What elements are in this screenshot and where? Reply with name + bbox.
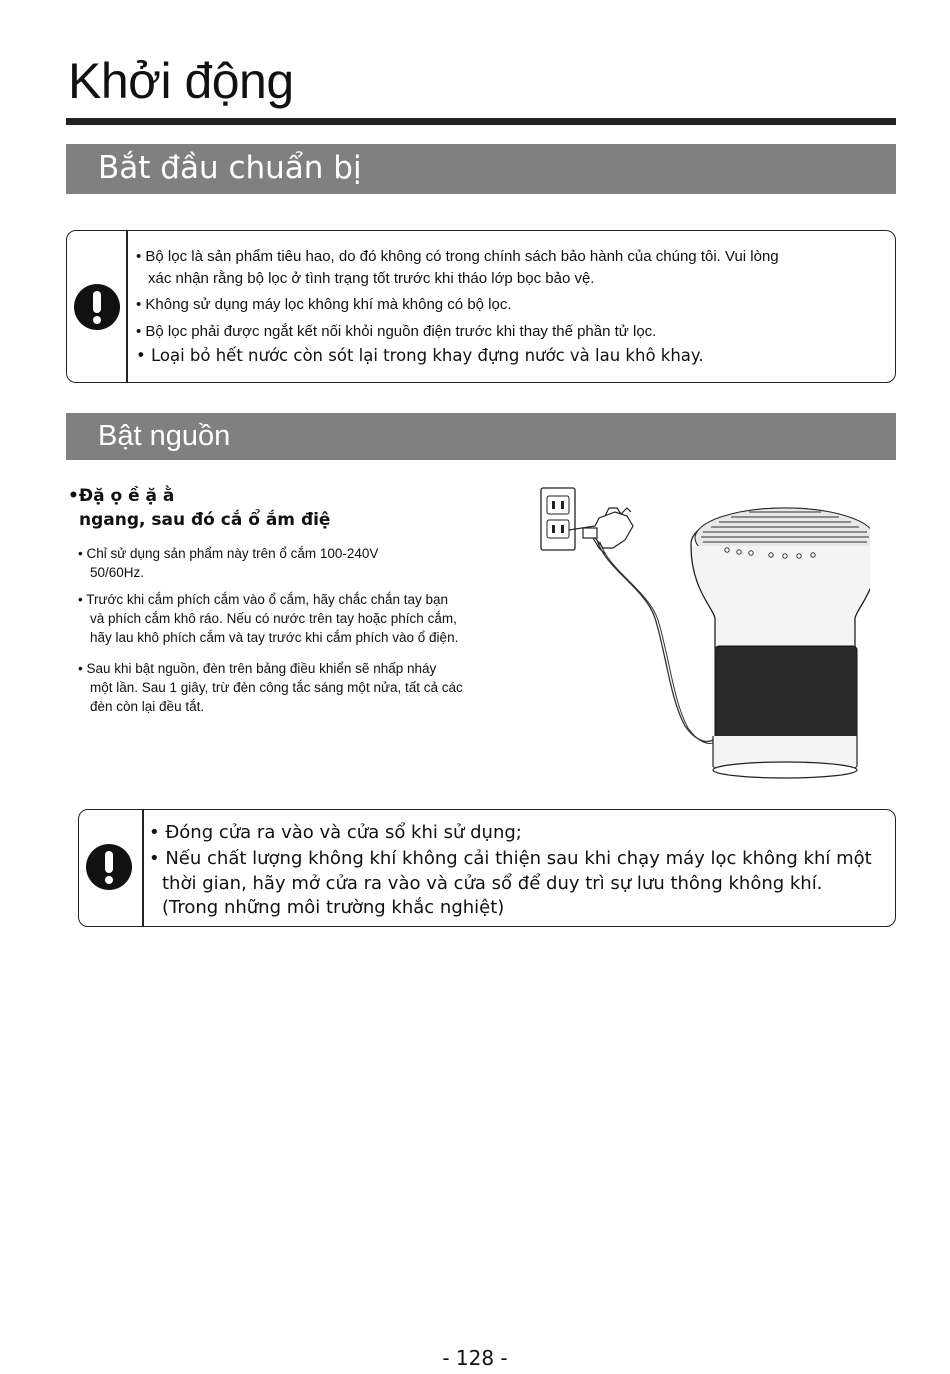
notice-box-ventilation (78, 809, 896, 927)
instruction-bullet: • Trước khi cắm phích cắm vào ổ cắm, hãy chắc chắn tay bạn (78, 592, 449, 607)
section-title: Bật nguồn (98, 420, 231, 452)
instruction-heading: •Đặ ọ ề ặ ằ (68, 486, 175, 506)
notice-divider (142, 810, 144, 926)
instruction-bullet: đèn còn lại đều tắt. (90, 699, 205, 714)
instruction-bullet: một lần. Sau 1 giây, trừ đèn công tắc sáng một nửa, tất cả các (90, 680, 463, 695)
section-header-preparation (66, 144, 896, 194)
notice-line: • Bộ lọc là sản phẩm tiêu hao, do đó không có trong chính sách bảo hành của chúng tôi. Vui lòng (136, 248, 779, 265)
air-purifier-icon (691, 508, 870, 778)
notice-box-filter (66, 230, 896, 383)
page-title: Khởi động (68, 53, 294, 109)
instruction-bullet: hãy lau khô phích cắm và tay trước khi cắm phích vào ổ điện. (90, 630, 459, 645)
instruction-bullet: • Sau khi bật nguồn, đèn trên bảng điều khiển sẽ nhấp nháy (78, 661, 437, 676)
page-number: - 128 - (442, 1346, 508, 1370)
instruction-heading: ngang, sau đó cắ ổ ắm điệ (79, 510, 331, 530)
notice-line: • Bộ lọc phải được ngắt kết nối khỏi nguồn điện trước khi thay thế phần tử lọc. (136, 323, 657, 340)
notice-line: • Đóng cửa ra vào và cửa sổ khi sử dụng; (149, 822, 522, 843)
notice-line: • Nếu chất lượng không khí không cải thiện sau khi chạy máy lọc không khí một (149, 848, 872, 869)
notice-line: thời gian, hãy mở cửa ra vào và cửa sổ để duy trì sự lưu thông không khí. (162, 873, 823, 894)
notice-line: (Trong những môi trường khắc nghiệt) (162, 897, 505, 918)
instruction-bullet: và phích cắm khô ráo. Nếu có nước trên tay hoặc phích cắm, (90, 611, 457, 626)
notice-divider (126, 231, 128, 382)
notice-line: • Không sử dụng máy lọc không khí mà không có bộ lọc. (136, 296, 512, 313)
wall-outlet-icon (541, 488, 575, 550)
hand-plug-icon (569, 508, 633, 554)
exclamation-icon (86, 844, 132, 890)
exclamation-icon (74, 284, 120, 330)
section-title: Bắt đầu chuẩn bị (98, 150, 362, 186)
section-header-power-on (66, 413, 896, 460)
instruction-bullet: 50/60Hz. (90, 565, 145, 580)
notice-line: xác nhận rằng bộ lọc ở tình trạng tốt trước khi tháo lớp bọc bảo vệ. (148, 270, 595, 287)
instruction-bullet: • Chỉ sử dụng sản phẩm này trên ổ cắm 100-240V (78, 546, 379, 561)
title-rule (66, 118, 896, 125)
notice-line: • Loại bỏ hết nước còn sót lại trong khay đựng nước và lau khô khay. (136, 346, 704, 365)
purifier-plug-illustration (535, 478, 870, 788)
